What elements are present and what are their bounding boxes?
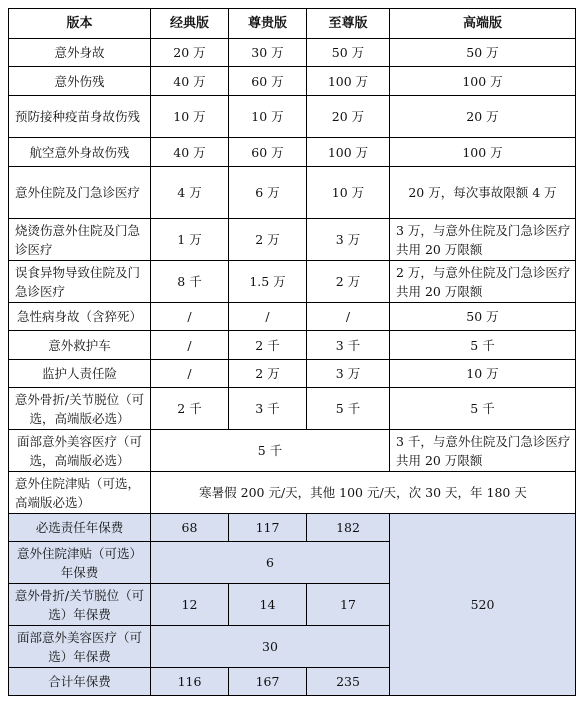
header-classic: 经典版 [151,9,229,39]
row-name: 意外住院及门急诊医疗 [9,167,151,219]
row-name: 烧烫伤意外住院及门急诊医疗 [9,219,151,261]
table-row [9,219,576,261]
table-row [9,430,576,472]
cell-premium: 30 万 [229,39,307,67]
table-row [9,388,576,430]
cell-premium: 1.5 万 [229,261,307,303]
cell-classic: 4 万 [151,167,229,219]
row-name: 航空意外身故伤残 [9,138,151,167]
cell-premium: 60 万 [229,67,307,96]
row-name: 意外住院津贴（可选，高端版必选） [9,472,151,514]
cell-supreme: 235 [307,668,390,696]
cell-premium: 60 万 [229,138,307,167]
cell-classic: / [151,360,229,388]
cell-premium: 117 [229,514,307,542]
cell-supreme: 2 万 [307,261,390,303]
row-name: 监护人责任险 [9,360,151,388]
header-version: 版本 [9,9,151,39]
row-name: 误食异物导致住院及门急诊医疗 [9,261,151,303]
cell-high-end: 20 万，每次事故限额 4 万 [390,167,576,219]
cell-premium: 2 万 [229,360,307,388]
cell-supreme: 10 万 [307,167,390,219]
cell-supreme: 3 万 [307,360,390,388]
table-row [9,331,576,360]
row-name: 必选责任年保费 [9,514,151,542]
row-name: 意外住院津贴（可选）年保费 [9,542,151,584]
cell-supreme: 3 千 [307,331,390,360]
high-end-total-premium: 520 [390,514,576,696]
insurance-plan-table [8,8,576,696]
cell-classic: 20 万 [151,39,229,67]
cell-classic: / [151,331,229,360]
cell-high-end: 2 万，与意外住院及门急诊医疗共用 20 万限额 [390,261,576,303]
row-name: 意外骨折/关节脱位（可选，高端版必选） [9,388,151,430]
cell-supreme: 17 [307,584,390,626]
cell-merged: 寒暑假 200 元/天，其他 100 元/天，次 30 天，年 180 天 [151,472,576,514]
row-name: 意外伤残 [9,67,151,96]
cell-supreme: 3 万 [307,219,390,261]
cell-high-end: 100 万 [390,67,576,96]
cell-merged: 30 [151,626,390,668]
cell-premium: 14 [229,584,307,626]
table-row [9,261,576,303]
cell-high-end: 100 万 [390,138,576,167]
row-name: 意外身故 [9,39,151,67]
row-name: 急性病身故（含猝死） [9,303,151,331]
header-high-end: 高端版 [390,9,576,39]
table-row [9,167,576,219]
insurance-plan-table-container [8,8,576,696]
header-premium: 尊贵版 [229,9,307,39]
table-row [9,96,576,138]
table-row [9,472,576,514]
cell-supreme: 100 万 [307,138,390,167]
cell-high-end: 5 千 [390,331,576,360]
cell-premium: 10 万 [229,96,307,138]
cell-premium: / [229,303,307,331]
cell-premium: 167 [229,668,307,696]
header-row [9,9,576,39]
table-row [9,138,576,167]
cell-high-end: 50 万 [390,39,576,67]
cell-supreme: 100 万 [307,67,390,96]
cell-premium: 2 万 [229,219,307,261]
cell-high-end: 3 万，与意外住院及门急诊医疗共用 20 万限额 [390,219,576,261]
cell-supreme: 182 [307,514,390,542]
premium-row [9,514,576,542]
cell-supreme: / [307,303,390,331]
cell-classic: 40 万 [151,67,229,96]
cell-supreme: 50 万 [307,39,390,67]
cell-premium: 6 万 [229,167,307,219]
cell-merged: 5 千 [151,430,390,472]
table-row [9,67,576,96]
cell-classic: 1 万 [151,219,229,261]
table-row [9,39,576,67]
row-name: 意外骨折/关节脱位（可选）年保费 [9,584,151,626]
cell-premium: 2 千 [229,331,307,360]
row-name: 面部意外美容医疗（可选，高端版必选） [9,430,151,472]
row-name: 合计年保费 [9,668,151,696]
cell-premium: 3 千 [229,388,307,430]
row-name: 预防接种疫苗身故伤残 [9,96,151,138]
cell-classic: 2 千 [151,388,229,430]
cell-classic: 10 万 [151,96,229,138]
cell-classic: 40 万 [151,138,229,167]
cell-classic: / [151,303,229,331]
header-supreme: 至尊版 [307,9,390,39]
row-name: 面部意外美容医疗（可选）年保费 [9,626,151,668]
cell-merged: 6 [151,542,390,584]
cell-supreme: 20 万 [307,96,390,138]
cell-high-end: 5 千 [390,388,576,430]
table-row [9,360,576,388]
cell-classic: 116 [151,668,229,696]
cell-high-end: 50 万 [390,303,576,331]
cell-classic: 68 [151,514,229,542]
cell-high-end: 10 万 [390,360,576,388]
cell-high-end: 20 万 [390,96,576,138]
cell-high-end: 3 千，与意外住院及门急诊医疗共用 20 万限额 [390,430,576,472]
cell-classic: 12 [151,584,229,626]
row-name: 意外救护车 [9,331,151,360]
table-row [9,303,576,331]
cell-supreme: 5 千 [307,388,390,430]
cell-classic: 8 千 [151,261,229,303]
